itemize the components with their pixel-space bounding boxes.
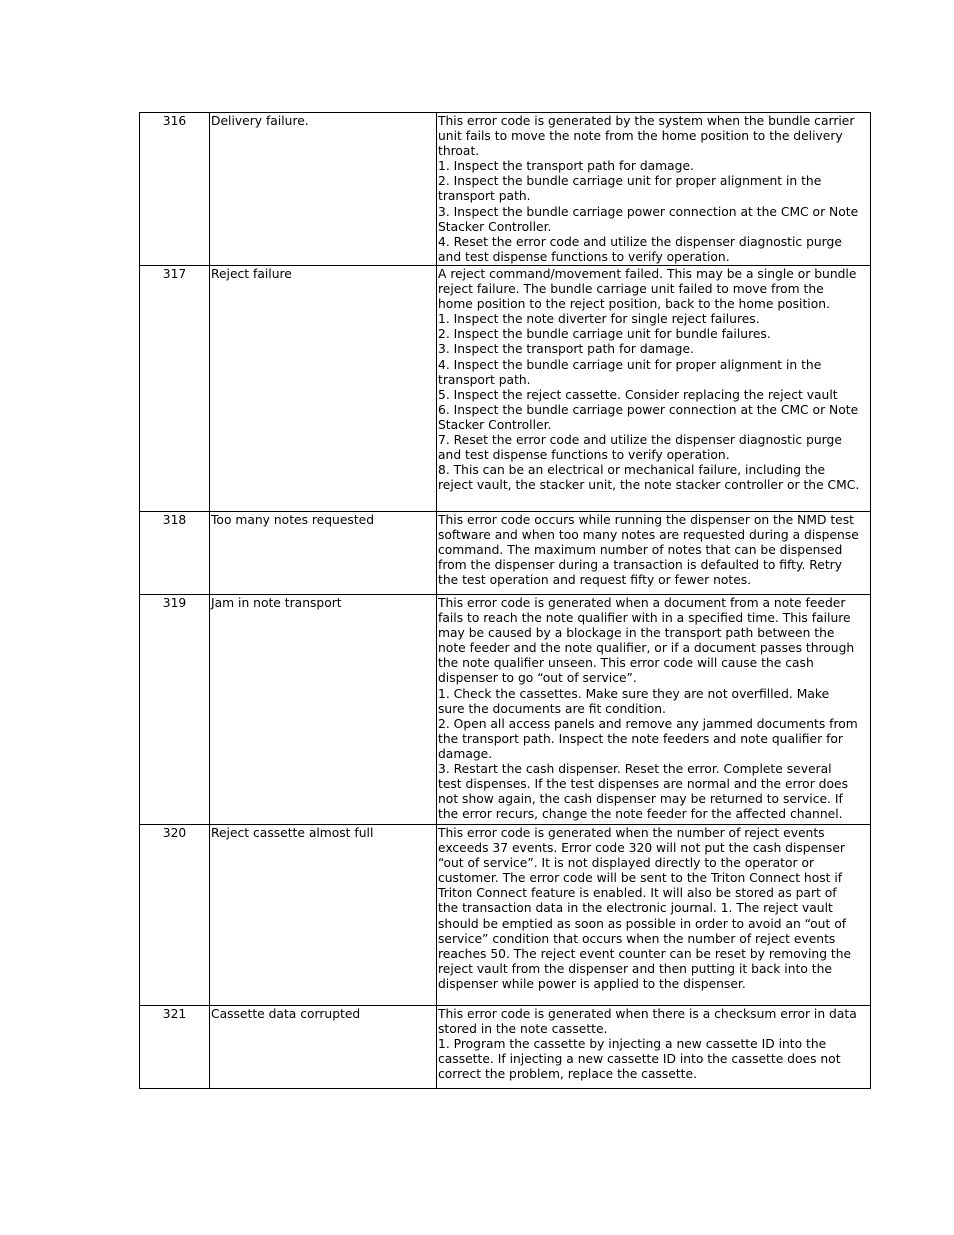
description-line: exceeds 37 events. Error code 320 will not put the cash dispenser bbox=[438, 841, 845, 856]
description-line: fails to reach the note qualifier with in a specified time. This failure bbox=[438, 611, 851, 626]
description-line: transport path. bbox=[438, 372, 531, 387]
description-line: 2. Open all access panels and remove any jammed documents from bbox=[438, 716, 858, 731]
description-line: dispenser while power is applied to the dispenser. bbox=[438, 976, 746, 991]
error-row-318 bbox=[140, 512, 871, 595]
description-line: cassette. If injecting a new cassette ID into the cassette does not bbox=[438, 1052, 841, 1067]
description-line: This error code is generated when the number of reject events bbox=[438, 826, 825, 840]
description-line: This error code is generated when there is a checksum error in data bbox=[438, 1007, 857, 1021]
description-line: 3. Inspect the transport path for damage. bbox=[438, 342, 694, 357]
description-line: test dispenses. If the test dispenses are normal and the error does bbox=[438, 777, 848, 792]
error-row-317 bbox=[140, 266, 871, 512]
error-description bbox=[437, 1006, 871, 1089]
description-line: the transport path. Inspect the note feeders and note qualifier for bbox=[438, 731, 843, 746]
error-description bbox=[437, 266, 871, 512]
error-code: 317 bbox=[140, 266, 210, 512]
error-name: Too many notes requested bbox=[210, 512, 437, 595]
error-description bbox=[437, 512, 871, 595]
description-line: the test operation and request fifty or fewer notes. bbox=[438, 573, 752, 588]
description-line: 5. Inspect the reject cassette. Consider replacing the reject vault bbox=[438, 387, 838, 402]
description-line: “out of service”. It is not displayed directly to the operator or bbox=[438, 856, 815, 871]
description-line: 1. Check the cassettes. Make sure they are not overfilled. Make bbox=[438, 686, 830, 701]
description-line: This error code is generated when a document from a note feeder bbox=[438, 596, 846, 610]
description-line: note feeder and the note qualifier, or if a document passes through bbox=[438, 641, 855, 656]
description-line: reject vault, the stacker unit, the note stacker controller or the CMC. bbox=[438, 478, 860, 493]
description-line: 6. Inspect the bundle carriage power connection at the CMC or Note bbox=[438, 402, 859, 417]
description-line: should be emptied as soon as possible in order to avoid an “out of bbox=[438, 916, 847, 931]
error-description bbox=[437, 595, 871, 825]
description-line: software and when too many notes are requested during a dispense bbox=[438, 528, 859, 543]
error-name: Jam in note transport bbox=[210, 595, 437, 825]
description-line: stored in the note cassette. bbox=[438, 1022, 608, 1037]
error-description bbox=[437, 825, 871, 1006]
description-line: 4. Reset the error code and utilize the dispenser diagnostic purge bbox=[438, 234, 842, 249]
description-line: 2. Inspect the bundle carriage unit for bundle failures. bbox=[438, 327, 771, 342]
description-line: home position to the reject position, back to the home position. bbox=[438, 297, 830, 312]
error-description bbox=[437, 113, 871, 266]
description-line: throat. bbox=[438, 144, 480, 159]
description-line: unit fails to move the note from the home position to the delivery bbox=[438, 129, 843, 144]
error-code: 318 bbox=[140, 512, 210, 595]
description-line: service” condition that occurs when the number of reject events bbox=[438, 931, 836, 946]
error-code: 320 bbox=[140, 825, 210, 1006]
error-name: Delivery failure. bbox=[210, 113, 437, 266]
description-line: the error recurs, change the note feeder for the affected channel. bbox=[438, 807, 843, 822]
description-line: 1. Inspect the transport path for damage. bbox=[438, 159, 694, 174]
description-line: 1. Inspect the note diverter for single reject failures. bbox=[438, 312, 760, 327]
description-line: damage. bbox=[438, 746, 493, 761]
error-code: 316 bbox=[140, 113, 210, 266]
error-name: Reject cassette almost full bbox=[210, 825, 437, 1006]
error-row-320 bbox=[140, 825, 871, 1006]
description-line: reject failure. The bundle carriage unit failed to move from the bbox=[438, 282, 824, 297]
description-line: reject vault from the dispenser and then putting it back into the bbox=[438, 961, 832, 976]
error-code-table-body bbox=[140, 113, 871, 1089]
error-code: 321 bbox=[140, 1006, 210, 1089]
description-line: 4. Inspect the bundle carriage unit for proper alignment in the bbox=[438, 357, 822, 372]
description-line: customer. The error code will be sent to the Triton Connect host if bbox=[438, 871, 843, 886]
error-row-316 bbox=[140, 113, 871, 266]
description-line: 7. Reset the error code and utilize the dispenser diagnostic purge bbox=[438, 433, 842, 448]
description-line: correct the problem, replace the cassette. bbox=[438, 1067, 697, 1082]
description-line: the note qualifier unseen. This error code will cause the cash bbox=[438, 656, 814, 671]
description-line: command. The maximum number of notes that can be dispensed bbox=[438, 543, 843, 558]
description-line: 3. Inspect the bundle carriage power connection at the CMC or Note bbox=[438, 204, 859, 219]
description-line: Stacker Controller. bbox=[438, 417, 552, 432]
description-line: Triton Connect feature is enabled. It will also be stored as part of bbox=[438, 886, 837, 901]
description-line: A reject command/movement failed. This may be a single or bundle bbox=[438, 267, 857, 281]
description-line: 8. This can be an electrical or mechanical failure, including the bbox=[438, 463, 826, 478]
description-line: Stacker Controller. bbox=[438, 219, 552, 234]
description-line: reaches 50. The reject event counter can be reset by removing the bbox=[438, 946, 852, 961]
description-line: not show again, the cash dispenser may be returned to service. If bbox=[438, 792, 843, 807]
description-line: the transaction data in the electronic journal. 1. The reject vault bbox=[438, 901, 833, 916]
description-line: 3. Restart the cash dispenser. Reset the error. Complete several bbox=[438, 762, 832, 777]
error-row-321 bbox=[140, 1006, 871, 1089]
error-name: Reject failure bbox=[210, 266, 437, 512]
description-line: may be caused by a blockage in the transport path between the bbox=[438, 626, 835, 641]
error-name: Cassette data corrupted bbox=[210, 1006, 437, 1089]
description-line: transport path. bbox=[438, 189, 531, 204]
description-line: This error code occurs while running the dispenser on the NMD test bbox=[438, 513, 854, 527]
description-line: 2. Inspect the bundle carriage unit for proper alignment in the bbox=[438, 174, 822, 189]
description-line: This error code is generated by the system when the bundle carrier bbox=[438, 114, 855, 128]
description-line: and test dispense functions to verify operation. bbox=[438, 448, 730, 463]
error-code: 319 bbox=[140, 595, 210, 825]
description-line: dispenser to go “out of service”. bbox=[438, 671, 637, 686]
description-line: and test dispense functions to verify operation. bbox=[438, 249, 730, 264]
error-code-table bbox=[139, 112, 871, 1089]
description-line: sure the documents are fit condition. bbox=[438, 701, 666, 716]
error-row-319 bbox=[140, 595, 871, 825]
description-line: from the dispenser during a transaction is defaulted to fifty. Retry bbox=[438, 558, 843, 573]
description-line: 1. Program the cassette by injecting a new cassette ID into the bbox=[438, 1037, 827, 1052]
